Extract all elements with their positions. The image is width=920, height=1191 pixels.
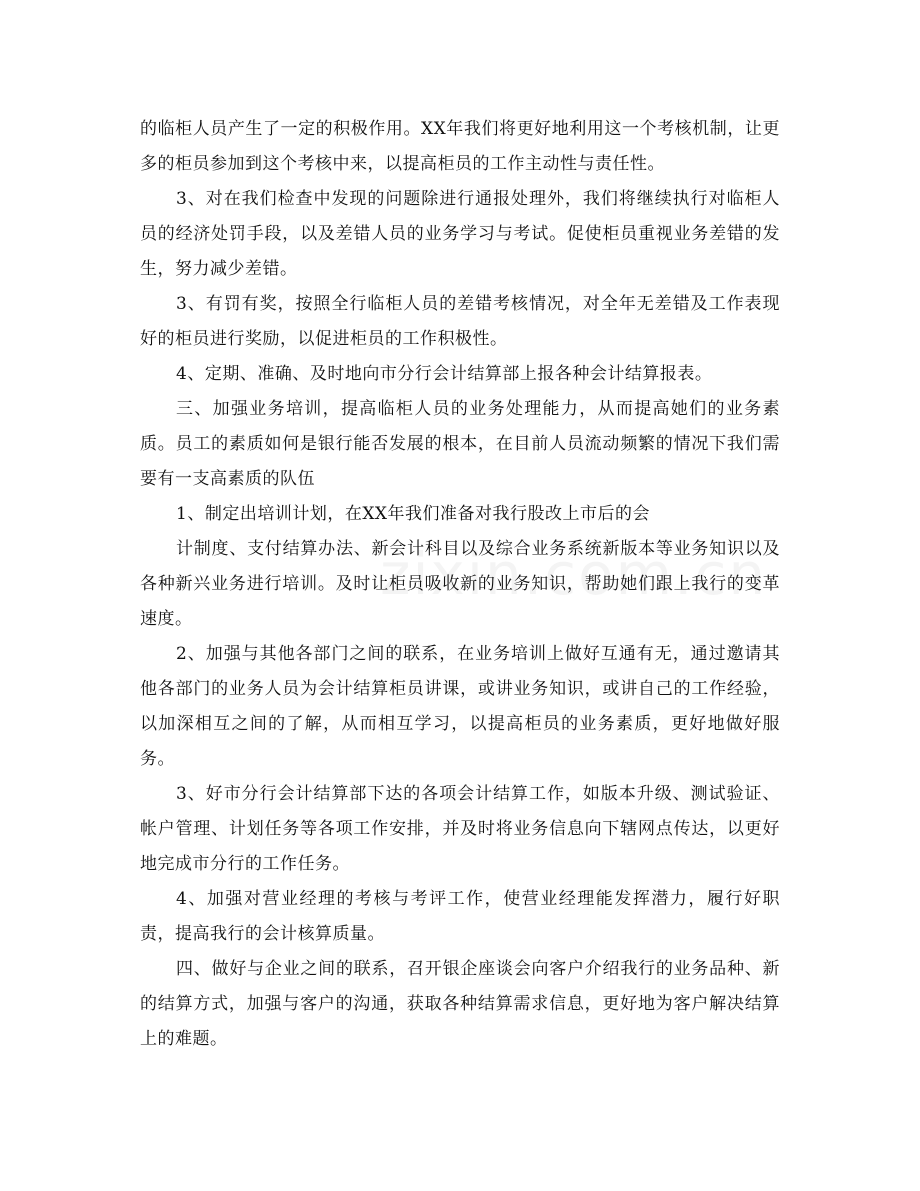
paragraph: 3、好市分行会计结算部下达的各项会计结算工作，如版本升级、测试验证、帐户管理、计划任务等各项工作安排，并及时将业务信息向下辖网点传达，以更好地完成市分行的工作任务。 (140, 784, 780, 874)
paragraph: 计制度、支付结算办法、新会计科目以及综合业务系统新版本等业务知识以及各种新兴业务进行培训。及时让柜员吸收新的业务知识，帮助她们跟上我行的变革速度。 (140, 539, 780, 629)
paragraph: 1、制定出培训计划，在XX年我们准备对我行股改上市后的会 (176, 504, 651, 524)
section-heading-paragraph: 四、做好与企业之间的联系，召开银企座谈会向客户介绍我行的业务品种、新的结算方式，加强与客户的沟通，获取各种结算需求信息，更好地为客户解决结算上的难题。 (140, 959, 780, 1049)
paragraph: 4、加强对营业经理的考核与考评工作，使营业经理能发挥潜力，履行好职责，提高我行的会计核算质量。 (140, 889, 780, 944)
paragraph: 2、加强与其他各部门之间的联系，在业务培训上做好互通有无，通过邀请其他各部门的业务人员为会计结算柜员讲课，或讲业务知识，或讲自己的工作经验，以加深相互之间的了解，从而相互学习，以提高柜员的业务素质，更好地做好服务。 (140, 644, 780, 769)
paragraph: 的临柜人员产生了一定的积极作用。XX年我们将更好地利用这一个考核机制，让更多的柜员参加到这个考核中来，以提高柜员的工作主动性与责任性。 (140, 119, 780, 174)
document-body (140, 112, 780, 1057)
paragraph: 3、对在我们检查中发现的问题除进行通报处理外，我们将继续执行对临柜人员的经济处罚手段，以及差错人员的业务学习与考试。促使柜员重视业务差错的发生，努力减少差错。 (140, 189, 780, 279)
paragraph: 4、定期、准确、及时地向市分行会计结算部上报各种会计结算报表。 (176, 364, 713, 384)
section-heading-paragraph: 三、加强业务培训，提高临柜人员的业务处理能力，从而提高她们的业务素质。员工的素质如何是银行能否发展的根本，在目前人员流动频繁的情况下我们需要有一支高素质的队伍 (140, 399, 780, 489)
paragraph: 3、有罚有奖，按照全行临柜人员的差错考核情况，对全年无差错及工作表现好的柜员进行奖励，以促进柜员的工作积极性。 (140, 294, 780, 349)
